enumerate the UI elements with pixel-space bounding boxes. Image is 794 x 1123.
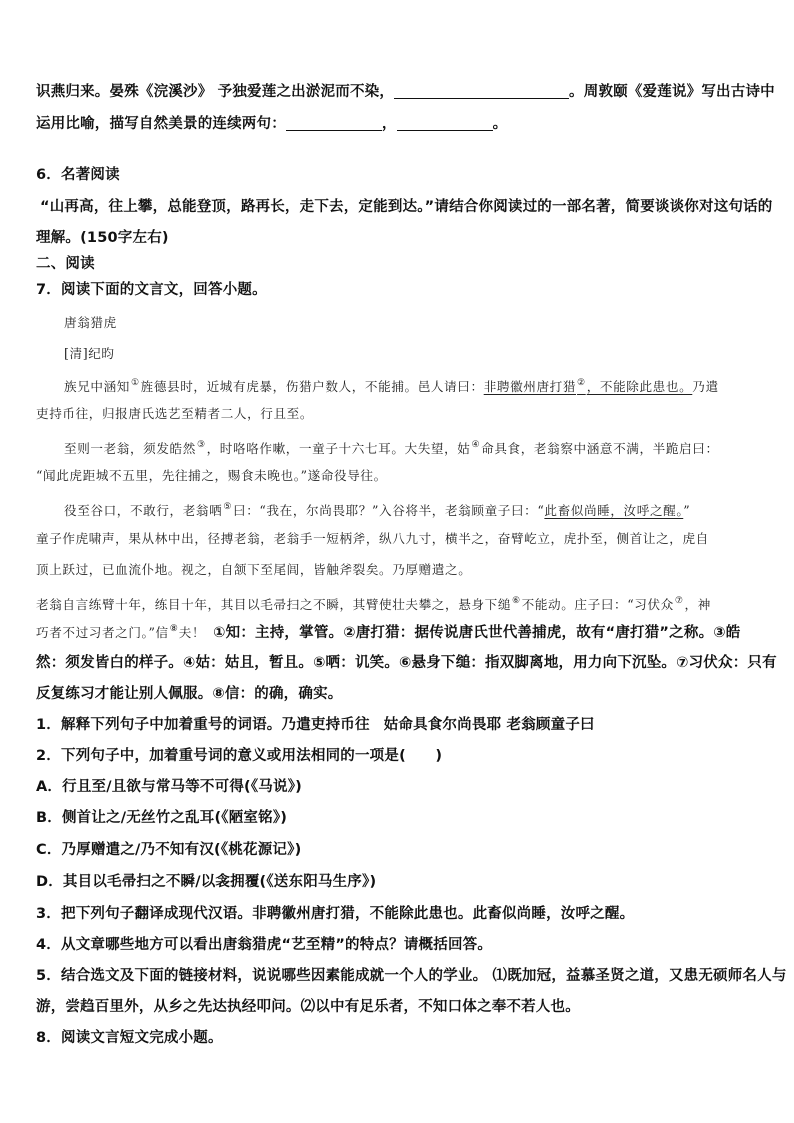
passage-line: 童子作虎啸声，果从林中出，径搏老翁，老翁手一短柄斧，纵八九寸，横半之，奋臂屹立，虎扑至，侧首让之，虎自: [36, 531, 709, 546]
passage-line: [36, 592, 711, 614]
passage-text: 至则一老翁，须发皓然: [64, 441, 196, 456]
q5-text-b: 。周敦颐《爱莲说》写出古诗中: [569, 84, 775, 100]
note-marker: ③: [196, 440, 206, 450]
option-b[interactable]: B．侧首让之/无丝竹之乱耳(《陋室铭》): [36, 810, 288, 826]
notes-line-2: 然：须发皆白的样子。④姑：姑且，暂且。⑤哂：讥笑。⑥悬身下缒：指双脚离地，用力向下沉坠。⑦习伏众：只有: [36, 655, 777, 671]
passage-line: [64, 374, 719, 396]
sub-question-3: 3．把下列句子翻译成现代汉语。非聘徽州唐打猎，不能除此患也。此畜似尚睡，汝呼之醒。: [36, 906, 635, 922]
passage-line: “闻此虎距城不五里，先往捕之，赐食未晚也。”遂命役导往。: [36, 468, 387, 483]
passage-author: [清]纪昀: [64, 346, 115, 361]
note-marker: ⑧: [169, 624, 178, 634]
note-marker: ⑥: [511, 596, 521, 606]
q5-text-d: ，: [381, 116, 397, 132]
passage-text: 族兄中涵知: [64, 379, 130, 394]
note-marker: ④: [471, 440, 481, 450]
q7-intro: 7．阅读下面的文言文，回答小题。: [36, 282, 267, 298]
q8-intro: 8．阅读文言短文完成小题。: [36, 1030, 223, 1046]
answer-blank[interactable]: [394, 98, 569, 99]
q6-line-1: “山再高，往上攀，总能登顶，路再长，走下去，定能到达。”请结合你阅读过的一部名著，简要谈谈你对这句话的: [40, 199, 773, 215]
sub-question-4: 4．从文章哪些地方可以看出唐翁猎虎“艺至精”的特点？请概括回答。: [36, 937, 493, 953]
q5-text-e: 。: [492, 116, 508, 132]
sub-question-5-line-2: 游，尝趋百里外，从乡之先达执经叩问。⑵以中有足乐者，不知口体之奉不若人也。: [36, 999, 580, 1015]
q5-text-c: 运用比喻，描写自然美景的连续两句：: [36, 116, 286, 132]
passage-text: ，不能除此患也。: [586, 379, 693, 394]
option-a[interactable]: A．行且至/且欲与常马等不可得(《马说》): [36, 779, 302, 795]
passage-line-with-notes: [36, 622, 740, 643]
passage-text: ”: [683, 503, 691, 518]
passage-text: 夫！: [178, 625, 206, 640]
note-marker: ①: [130, 378, 140, 388]
passage-text: 命具食，老翁察中涵意不满，半跪启曰：: [481, 441, 719, 456]
q5-line-1: [36, 82, 775, 102]
answer-blank[interactable]: [397, 130, 493, 131]
sub-question-2: 2．下列句子中，加着重号词的意义或用法相同的一项是( ): [36, 748, 443, 764]
passage-text: 旌德县时，近城有虎暴，伤猎户数人，不能捕。邑人请曰：: [140, 379, 484, 394]
passage-line: 顶上跃过，已血流仆地。视之，自颔下至尾闾，皆触斧裂矣。乃厚赠遣之。: [36, 562, 472, 577]
passage-line: [64, 436, 719, 458]
underlined-sentence: [484, 379, 693, 394]
sub-question-text: 1．解释下列句子中加着重号的词语。乃遣吏持币往: [36, 717, 370, 733]
option-c[interactable]: C．乃厚赠遣之/乃不知有汉(《桃花源记》): [36, 842, 302, 858]
q5-line-2: [36, 114, 507, 134]
answer-blank[interactable]: [286, 130, 382, 131]
passage-text: 巧者不过习者之门。”信: [36, 625, 169, 640]
passage-text: 不能动。庄子曰：“习伏众: [521, 597, 674, 612]
q6-title: 6．名著阅读: [36, 167, 120, 183]
notes-line-1: ①知：主持，掌管。②唐打猎：据传说唐氏世代善捕虎，故有“唐打猎”之称。③皓: [213, 625, 741, 641]
passage-text: ，时咯咯作嗽，一童子十六七耳。大失望，姑: [206, 441, 471, 456]
note-marker: ②: [577, 378, 586, 388]
passage-text: 乃遣: [692, 379, 719, 394]
passage-title: 唐翁猎虎: [64, 315, 117, 330]
note-marker: ⑤: [223, 502, 232, 512]
option-d[interactable]: D．其目以毛帚扫之不瞬/以衾拥覆(《送东阳马生序》): [36, 874, 377, 890]
q6-line-2: 理解。(150字左右): [36, 230, 169, 246]
note-marker: ⑦: [674, 596, 684, 606]
passage-text: ，神: [684, 597, 711, 612]
notes-line-3: 反复练习才能让别人佩服。⑧信：的确，确实。: [36, 686, 343, 702]
passage-text: 老翁自言练臂十年，练目十年，其目以毛帚扫之不瞬，其臂使壮夫攀之，悬身下缒: [36, 597, 511, 612]
passage-text: 非聘徽州唐打猎: [483, 379, 577, 394]
sub-question-text: 姑命具食尔尚畏耶 老翁顾童子曰: [383, 717, 595, 733]
passage-text: 曰：“我在，尔尚畏耶？”入谷将半，老翁顾童子曰：“: [233, 503, 545, 518]
passage-text: 役至谷口，不敢行，老翁哂: [64, 503, 223, 518]
sub-question-5-line-1: 5．结合选文及下面的链接材料，说说哪些因素能成就一个人的学业。 ⑴既加冠，益慕圣贤之道，又患无硕师名人与: [36, 968, 787, 984]
sub-question-1: [36, 715, 595, 735]
passage-line: [64, 498, 690, 520]
underlined-sentence: 此畜似尚睡，汝呼之醒。: [544, 503, 684, 518]
passage-line: 吏持币往，归报唐氏选艺至精者二人，行且至。: [36, 406, 314, 421]
section-heading: 二、阅读: [36, 256, 95, 272]
q5-text-a: 识燕归来。晏殊《浣溪沙》 予独爱莲之出淤泥而不染，: [36, 84, 395, 100]
